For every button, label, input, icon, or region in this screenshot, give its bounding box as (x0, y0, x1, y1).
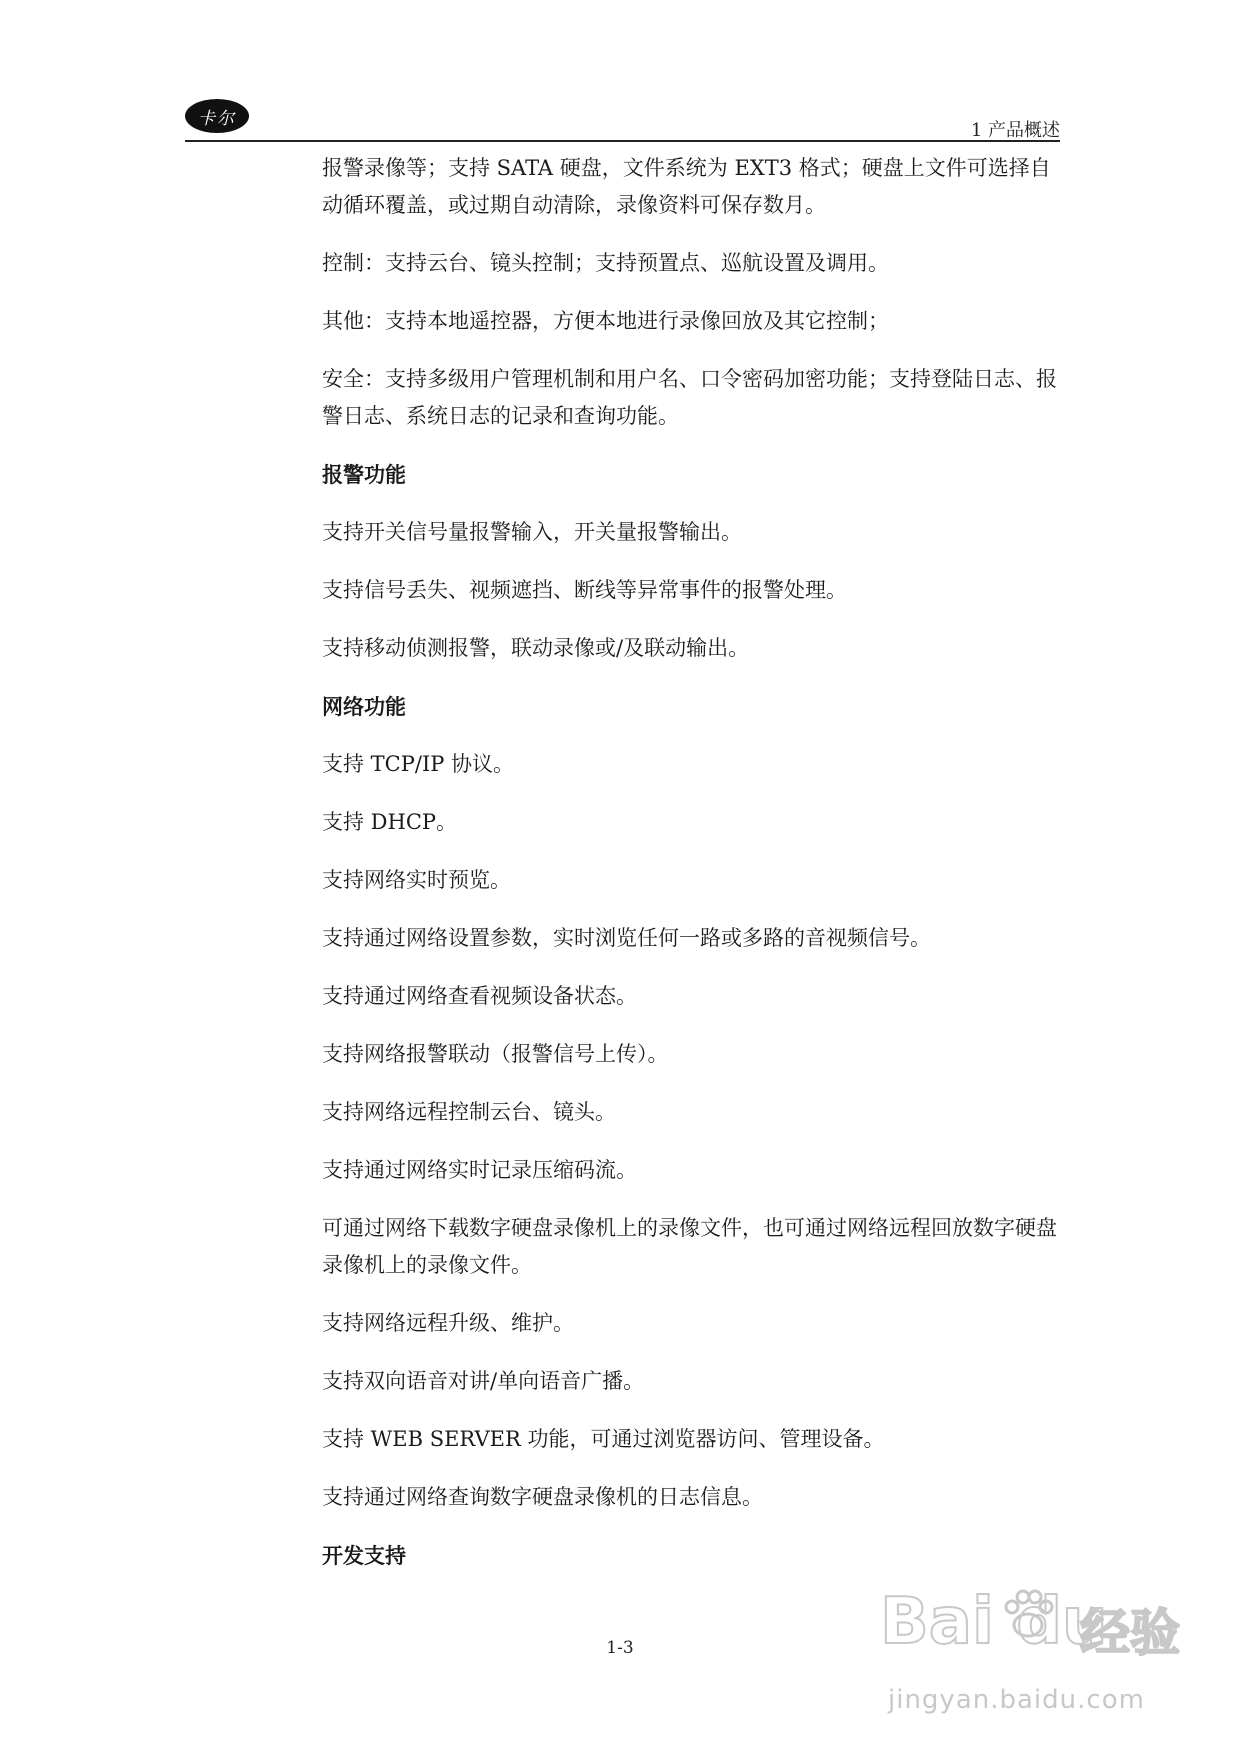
page-number: 1-3 (606, 1638, 634, 1658)
paragraph: 报警录像等；支持 SATA 硬盘，文件系统为 EXT3 格式；硬盘上文件可选择自动循环覆盖，或过期自动清除，录像资料可保存数月。 (322, 156, 1051, 217)
paragraph: 支持通过网络查看视频设备状态。 (322, 984, 637, 1008)
paragraph: 支持双向语音对讲/单向语音广播。 (322, 1369, 645, 1393)
paragraph: 支持通过网络设置参数，实时浏览任何一路或多路的音视频信号。 (322, 926, 931, 950)
paragraph: 支持通过网络查询数字硬盘录像机的日志信息。 (322, 1485, 763, 1509)
paragraph: 支持网络远程控制云台、镜头。 (322, 1100, 616, 1124)
paragraph: 支持网络报警联动（报警信号上传）。 (322, 1042, 669, 1066)
paw-icon (998, 1585, 1058, 1645)
watermark-brand-text: 经验 (1080, 1604, 1180, 1662)
paragraph: 支持网络实时预览。 (322, 868, 511, 892)
paragraph: 支持 WEB SERVER 功能，可通过浏览器访问、管理设备。 (322, 1427, 885, 1451)
paragraph: 其他：支持本地遥控器，方便本地进行录像回放及其它控制； (322, 309, 889, 333)
section-heading: 开发支持 (322, 1543, 406, 1568)
baidu-watermark (880, 1585, 1180, 1735)
watermark-logo-text: Bai du (880, 1585, 1108, 1659)
section-heading: 网络功能 (322, 694, 406, 719)
header-section-title: 1 产品概述 (970, 120, 1060, 141)
paragraph: 支持 TCP/IP 协议。 (322, 752, 515, 776)
paragraph: 控制：支持云台、镜头控制；支持预置点、巡航设置及调用。 (322, 251, 889, 275)
brand-logo (185, 99, 249, 133)
paragraph: 支持网络远程升级、维护。 (322, 1311, 574, 1335)
paragraph: 支持开关信号量报警输入，开关量报警输出。 (322, 520, 742, 544)
paragraph: 可通过网络下载数字硬盘录像机上的录像文件，也可通过网络远程回放数字硬盘录像机上的录像文件。 (322, 1216, 1057, 1277)
watermark-url: jingyan.baidu.com (888, 1685, 1145, 1715)
header-rule (185, 140, 1060, 142)
paragraph: 支持 DHCP。 (322, 810, 458, 834)
paragraph: 支持通过网络实时记录压缩码流。 (322, 1158, 637, 1182)
document-body (322, 150, 1062, 1595)
paragraph: 支持移动侦测报警，联动录像或/及联动输出。 (322, 636, 750, 660)
paragraph: 安全：支持多级用户管理机制和用户名、口令密码加密功能；支持登陆日志、报警日志、系统日志的记录和查询功能。 (322, 367, 1057, 428)
brand-logo-text: 卡尔 (198, 108, 236, 129)
section-heading: 报警功能 (322, 462, 406, 487)
paragraph: 支持信号丢失、视频遮挡、断线等异常事件的报警处理。 (322, 578, 847, 602)
